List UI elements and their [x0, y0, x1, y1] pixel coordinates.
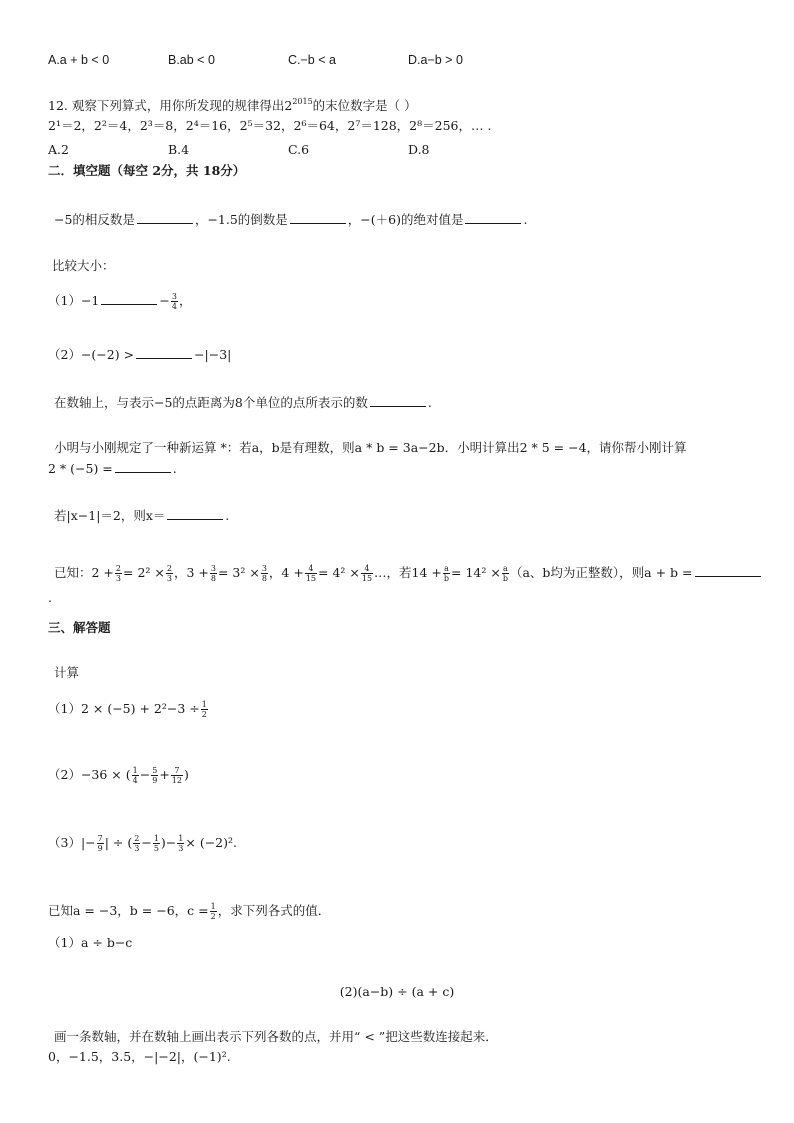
fill-question-5 [54, 508, 229, 524]
fraction: $\frac{3}{4}$ [171, 292, 177, 311]
q12-stem [48, 98, 417, 114]
fraction: $\frac{4}{15}$ [361, 564, 373, 583]
q12-option-d: D.8 [408, 142, 430, 157]
numberline-numbers: 0，−1.5，3.5，−|−2|，(−1)². [48, 1049, 231, 1064]
answer-blank[interactable] [695, 565, 761, 577]
q12-option-b: B.4 [168, 142, 190, 157]
fraction: $\frac{2}{3}$ [166, 564, 172, 583]
q12-option-a: A.2 [48, 142, 69, 157]
known-part1: （1）a ÷ b−c [48, 935, 133, 950]
fill1-text-c: ，−(＋6)的绝对值是 [347, 212, 464, 227]
fraction: $\frac{2}{3}$ [115, 564, 121, 583]
q12-sequence: 2¹＝2，2²＝4，2³＝8，2⁴＝16，2⁵＝32，2⁶＝64，2⁷＝128，2⁸＝256，… . [48, 118, 492, 133]
q12-exponent: 2015 [292, 97, 313, 106]
fill2-p1-text: （1）−1 [48, 293, 100, 308]
calc-part1: （1）2 × (−5) + 2²−3 ÷ $\frac{1}{2}$ [48, 700, 207, 719]
fill-question-4-line2 [48, 461, 177, 477]
fill-question-4: 小明与小刚规定了一种新运算 *：若a，b是有理数，则a * b = 3a−2b．小明计算出2 * 5 = −4，请你帮小刚计算 [54, 440, 687, 455]
fraction: $\frac{4}{15}$ [305, 564, 316, 583]
answer-blank[interactable] [137, 212, 193, 224]
fill5-end: . [225, 508, 230, 523]
answer-blank[interactable] [167, 508, 223, 520]
fraction: $\frac{1}{4}$ [132, 766, 138, 785]
fill2-p2-end: −|−3| [194, 347, 232, 362]
fraction: $\frac{2}{3}$ [134, 834, 140, 853]
fraction: $\frac{3}{8}$ [261, 564, 267, 583]
fill2-part2 [48, 347, 231, 363]
fraction: $\frac{1}{2}$ [210, 902, 216, 921]
fraction: $\frac{3}{8}$ [210, 564, 216, 583]
fill3-end: . [427, 395, 432, 410]
fill1-text-a: −5的相反数是 [54, 212, 135, 227]
q12-option-c: C.6 [288, 142, 310, 157]
fill6-period: . [48, 590, 52, 605]
fill1-text-b: ，−1.5的倒数是 [194, 212, 288, 227]
known-part2: (2)(a−b) ÷ (a + c) [339, 984, 455, 999]
fill-question-3 [54, 395, 432, 411]
answer-blank[interactable] [465, 212, 521, 224]
fill4-expr: 2 * (−5) = [48, 461, 113, 476]
q12-stem-text: 12. 观察下列算式，用你所发现的规律得出2 [48, 98, 293, 113]
fraction: $\frac{1}{5}$ [153, 834, 159, 853]
q11-option-d: D.a−b > 0 [408, 53, 463, 67]
calc-title: 计算 [54, 665, 80, 680]
fill4-end: . [172, 461, 177, 476]
q11-option-a: A.a + b < 0 [48, 53, 110, 67]
answer-blank[interactable] [136, 347, 192, 359]
fraction: $\frac{7}{9}$ [97, 834, 103, 853]
numberline-question: 画一条数轴，并在数轴上画出表示下列各数的点，并用“ < ”把这些数连接起来． [54, 1029, 498, 1044]
fraction: $\frac{5}{9}$ [152, 766, 158, 785]
fill1-text-d: . [523, 212, 528, 227]
q12-stem-end: 的末位数字是（ ） [312, 98, 417, 113]
q11-option-c: C.−b < a [288, 53, 336, 67]
answer-blank[interactable] [370, 395, 426, 407]
answer-blank[interactable] [290, 212, 346, 224]
fraction: $\frac{7}{12}$ [171, 766, 182, 785]
fraction: $\frac{1}{3}$ [178, 834, 184, 853]
fill3-text: 在数轴上，与表示−5的点距离为8个单位的点所表示的数 [54, 395, 368, 410]
fill5-text: 若|x−1|＝2，则x＝ [54, 508, 166, 523]
calc-part2: （2）−36 × ( $\frac{1}{4}$ − $\frac{5}{9}$ + $\frac{7}{12}$ ) [48, 766, 189, 785]
fraction: $\frac{a}{b}$ [502, 564, 508, 583]
answer-blank[interactable] [101, 293, 157, 305]
fraction: $\frac{a}{b}$ [443, 564, 450, 583]
fill-question-6: 已知：2 + $\frac{2}{3}$ = 2² × $\frac{2}{3}$ ，3 + $\frac{3}{8}$ = 3² × $\frac{3}{8}$ ，4 + $\frac{4}{15}$ = 4² × $\frac{4}{15}$ …，若14 + $\frac{a}{b}$ = 14² × $\frac{a}{b}$ （a、b均为正整数），则a + b = [54, 564, 763, 583]
section-2-title: 二．填空题（每空 2分，共 18分） [48, 163, 246, 178]
known-values: 已知a = −3，b = −6，c = $\frac{1}{2}$ ，求下列各式的值． [48, 902, 331, 921]
fill2-p1-comma: ， [178, 293, 192, 308]
fill2-intro: 比较大小： [52, 258, 115, 273]
section-3-title: 三、解答题 [48, 620, 111, 635]
fraction: $\frac{1}{2}$ [201, 700, 207, 719]
fill2-p2-text: （2）−(−2) > [48, 347, 135, 362]
calc-part3: （3）|− $\frac{7}{9}$ | ÷ ( $\frac{2}{3}$ − $\frac{1}{5}$ )− $\frac{1}{3}$ × (−2)². [48, 834, 237, 853]
answer-blank[interactable] [115, 461, 171, 473]
fill2-part1 [48, 292, 191, 311]
fill2-p1-minus: − [159, 293, 170, 308]
fill-question-1 [54, 212, 527, 228]
q11-option-b: B.ab < 0 [168, 53, 215, 67]
